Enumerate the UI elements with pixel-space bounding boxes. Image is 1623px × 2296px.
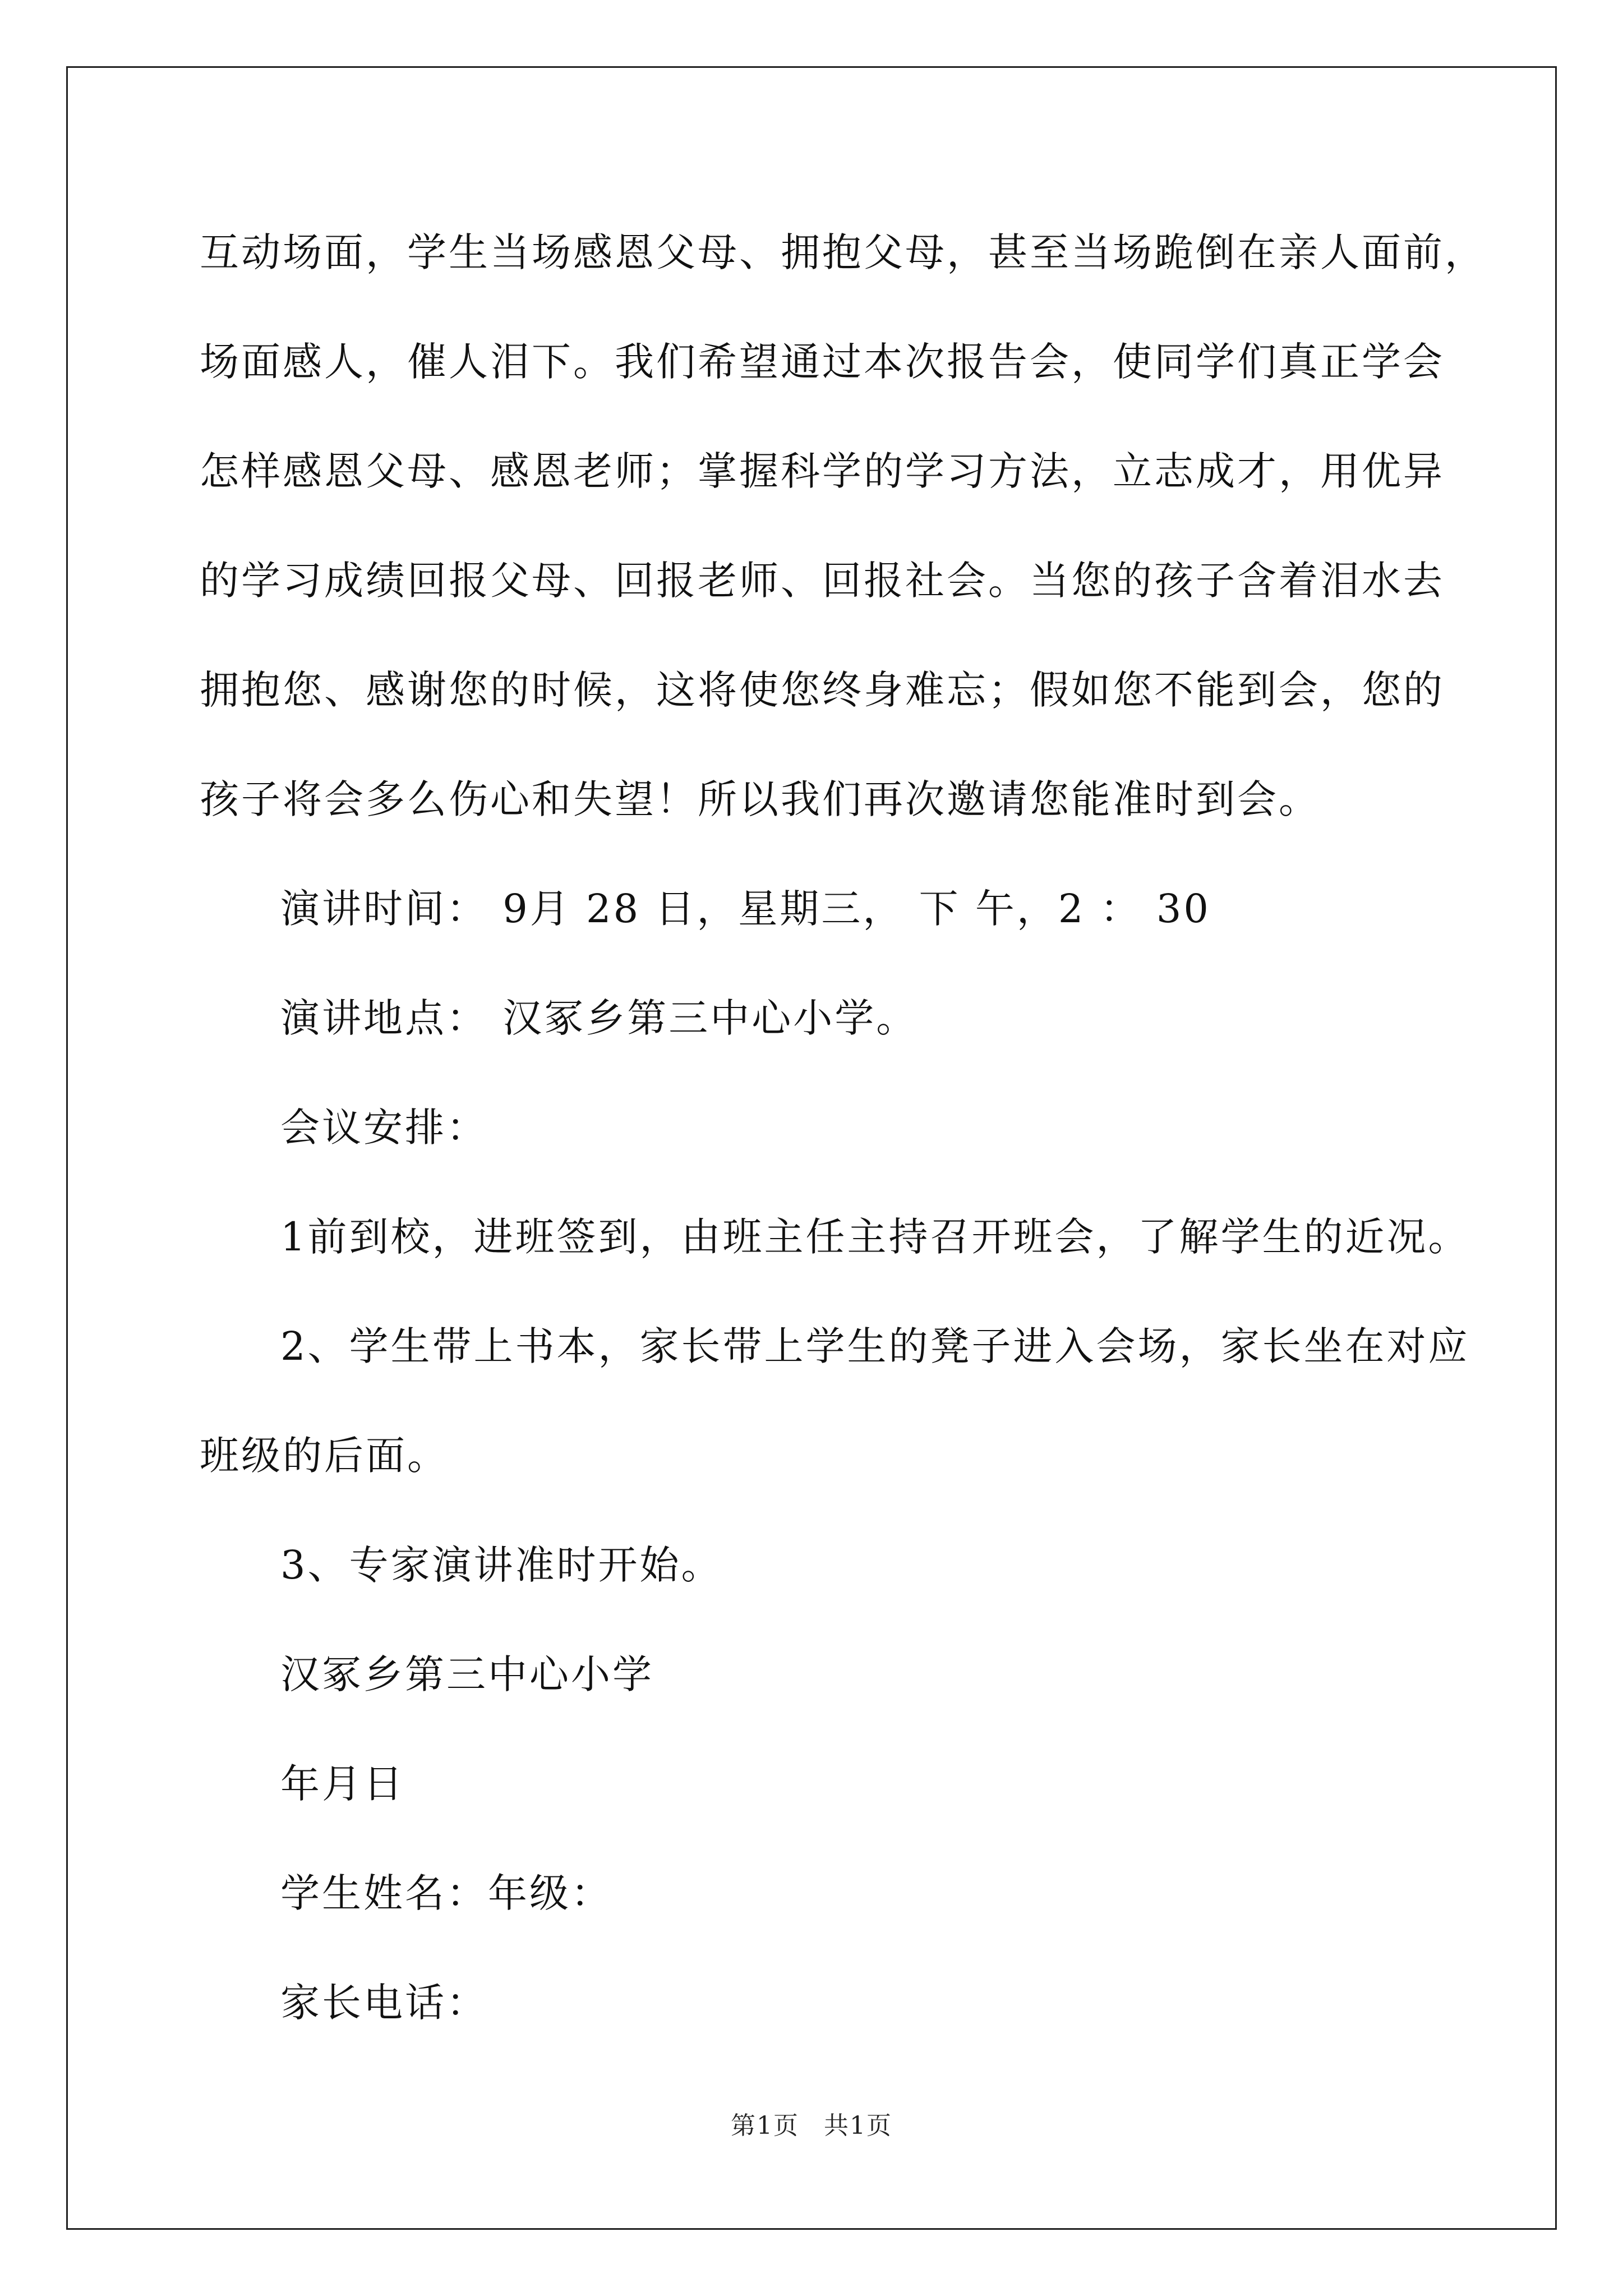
arrangement-item: 3、专家演讲准时开始。 xyxy=(280,1542,723,1588)
arrangement-item: 1前到校，进班签到，由班主任主持召开班会，了解学生的近况。 xyxy=(280,1214,1470,1260)
speech-time: 演讲时间： 9月 28 日，星期三， 下 午，2 ： 30 xyxy=(280,886,1211,932)
signature-date: 年月日 xyxy=(280,1761,405,1807)
paragraph-line: 怎样感恩父母、感恩老师；掌握科学的学习方法，立志成才，用优异 xyxy=(200,448,1445,494)
arrangement-item: 2、学生带上书本，家长带上学生的凳子进入会场，家长坐在对应 xyxy=(280,1323,1470,1369)
signature-school: 汉冢乡第三中心小学 xyxy=(280,1651,654,1697)
page-footer xyxy=(0,2109,1623,2143)
paragraph-line: 场面感人，催人泪下。我们希望通过本次报告会，使同学们真正学会 xyxy=(200,339,1445,385)
paragraph-line: 孩子将会多么伤心和失望！所以我们再次邀请您能准时到会。 xyxy=(200,776,1320,822)
paragraph-line: 拥抱您、感谢您的时候，这将使您终身难忘；假如您不能到会，您的 xyxy=(200,667,1445,713)
page-total: 共1页 xyxy=(824,2111,892,2140)
speech-location: 演讲地点： 汉冢乡第三中心小学。 xyxy=(280,995,918,1041)
arrangement-heading: 会议安排： xyxy=(280,1105,488,1151)
paragraph-line: 的学习成绩回报父母、回报老师、回报社会。当您的孩子含着泪水去 xyxy=(200,558,1445,604)
form-phone-field: 家长电话： xyxy=(280,1980,488,2026)
form-student-field: 学生姓名：年级： xyxy=(280,1870,612,1916)
arrangement-item-continuation: 班级的后面。 xyxy=(200,1433,449,1479)
paragraph-line: 互动场面，学生当场感恩父母、拥抱父母，甚至当场跪倒在亲人面前， xyxy=(200,229,1486,275)
page-number: 第1页 xyxy=(731,2111,799,2140)
